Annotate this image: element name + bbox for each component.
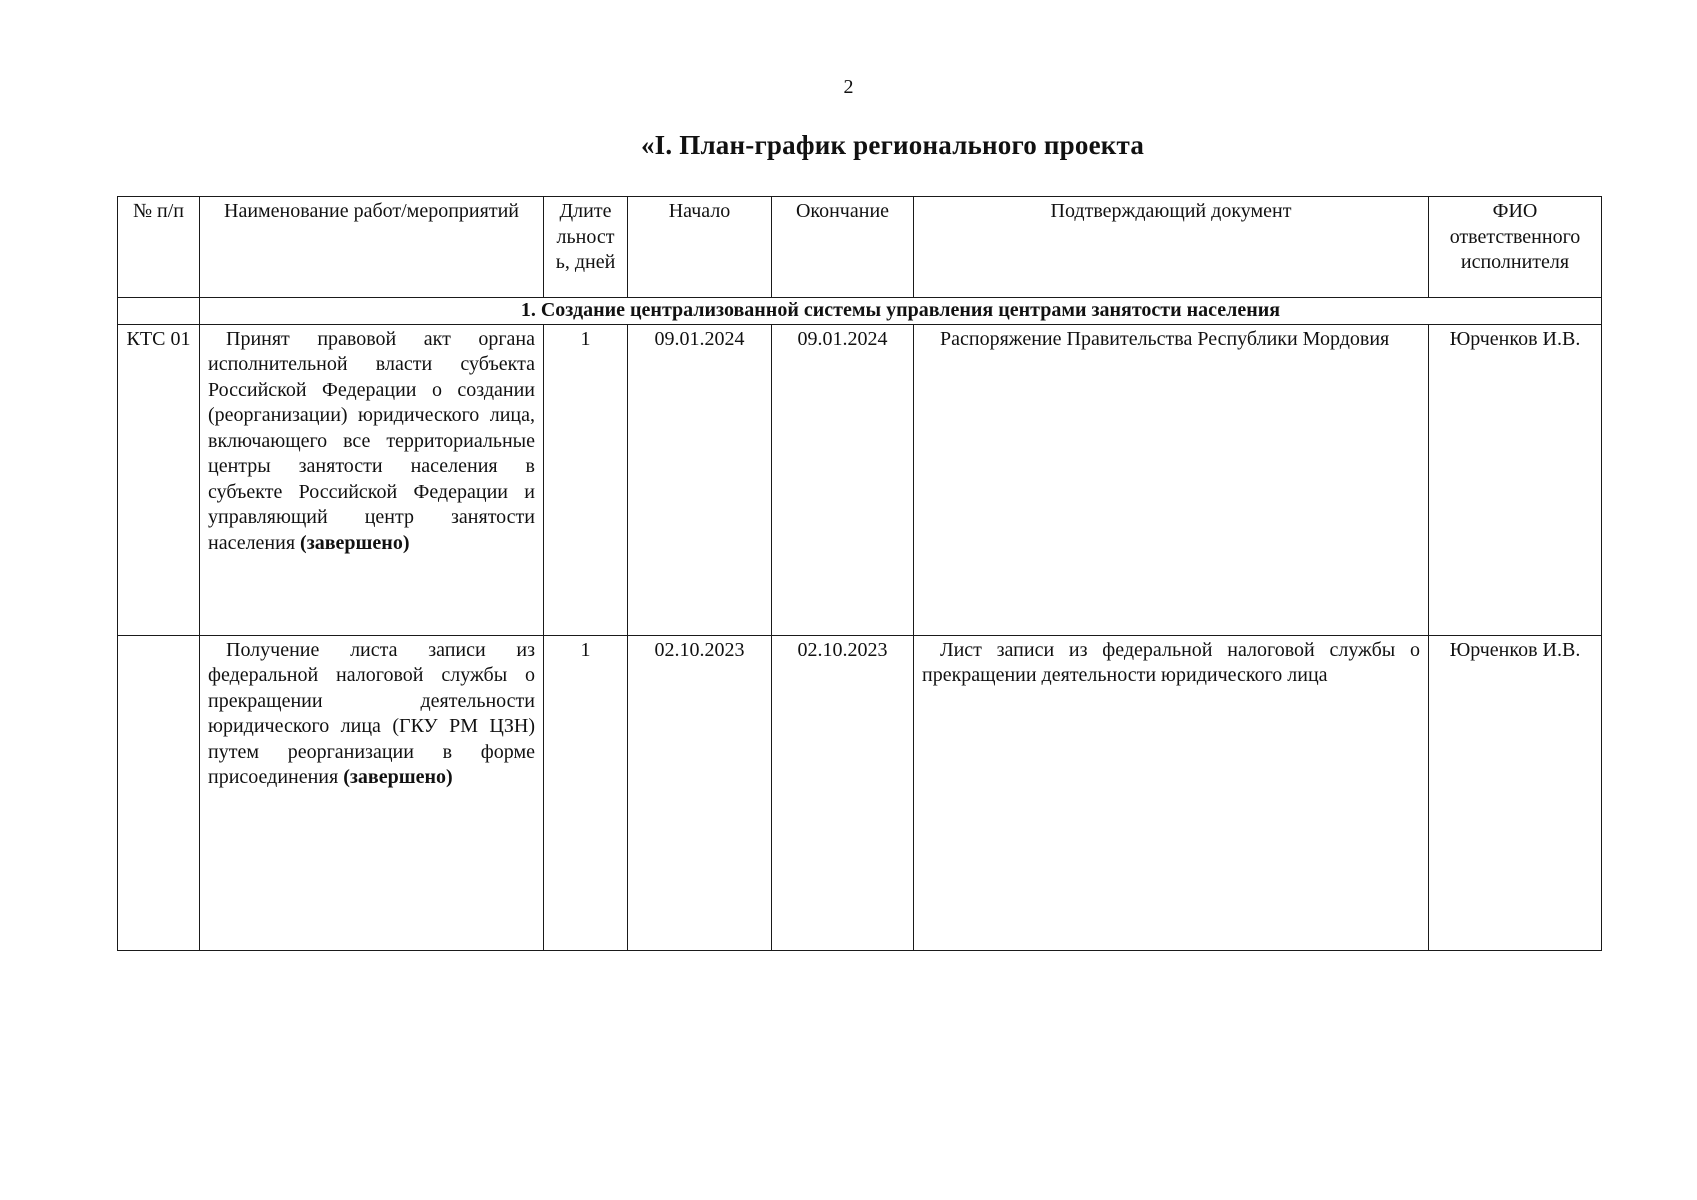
row-responsible: Юрченков И.В.	[1429, 324, 1602, 635]
table-header-row	[118, 197, 1602, 298]
plan-schedule-table	[117, 196, 1602, 951]
header-name: Наименование работ/мероприятий	[200, 197, 544, 298]
row-document: Распоряжение Правительства Республики Мордовия	[914, 324, 1429, 635]
row-end: 09.01.2024	[772, 324, 914, 635]
row-name-cell	[200, 635, 544, 950]
header-responsible: ФИО ответственного исполнителя	[1429, 197, 1602, 298]
row-document: Лист записи из федеральной налоговой службы о прекращении деятельности юридического лица	[914, 635, 1429, 950]
header-duration: Длите льност ь, дней	[544, 197, 628, 298]
row-name-cell	[200, 324, 544, 635]
section-row	[118, 298, 1602, 325]
row-responsible: Юрченков И.В.	[1429, 635, 1602, 950]
row-start: 09.01.2024	[628, 324, 772, 635]
row-status: (завершено)	[300, 531, 410, 554]
row-name: Принят правовой акт органа исполнительной власти субъекта Российской Федерации о создании (реорганизации) юридического лица, включающего все территориальные центры занятости населения в субъекте Российской Федерации и управляющий центр занятости населения	[208, 327, 535, 554]
row-duration: 1	[544, 324, 628, 635]
row-status: (завершено)	[343, 766, 453, 788]
table-row	[118, 635, 1602, 950]
row-num: КТС 01	[118, 324, 200, 635]
header-end: Окончание	[772, 197, 914, 298]
header-document: Подтверждающий документ	[914, 197, 1429, 298]
header-start: Начало	[628, 197, 772, 298]
row-num	[118, 635, 200, 950]
row-start: 02.10.2023	[628, 635, 772, 950]
page-title: «I. План-график регионального проекта	[640, 130, 1145, 160]
row-name: Получение листа записи из федеральной налоговой службы о прекращении деятельности юридического лица (ГКУ РМ ЦЗН) путем реорганизации в форме присоединения	[208, 638, 535, 788]
row-duration: 1	[544, 635, 628, 950]
header-num: № п/п	[118, 197, 200, 298]
section-title: 1. Создание централизованной системы управления центрами занятости населения	[200, 298, 1602, 325]
table-row	[118, 324, 1602, 635]
page-number: 2	[843, 76, 854, 98]
section-spacer	[118, 298, 200, 325]
row-end: 02.10.2023	[772, 635, 914, 950]
